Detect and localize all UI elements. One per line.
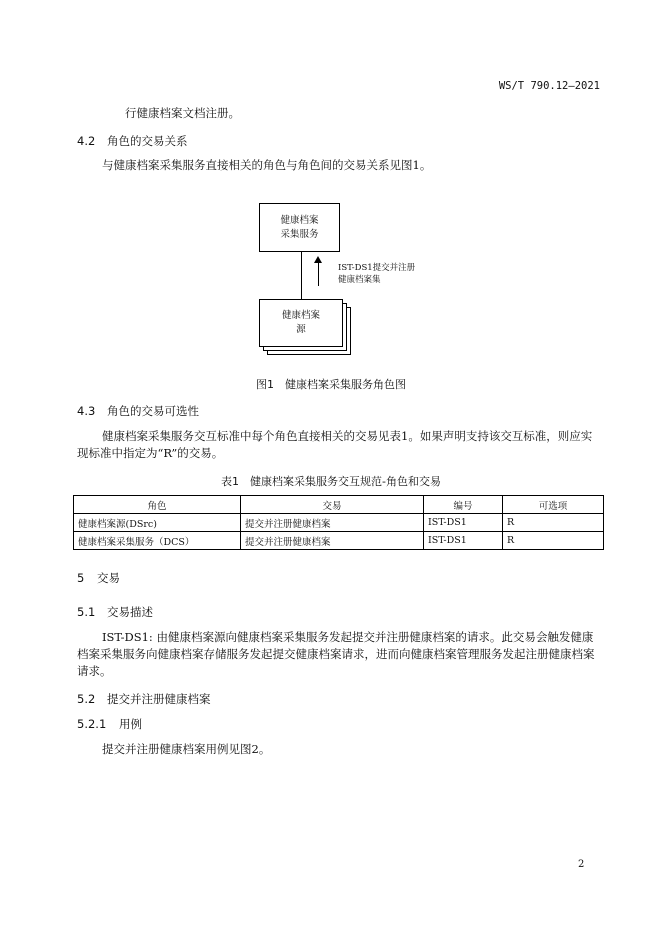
section-5-2-1-heading	[77, 716, 142, 732]
source-box	[259, 299, 343, 347]
cell-role: 健康档案源(DSrc)	[74, 514, 241, 532]
section-4-3-heading	[77, 403, 199, 419]
header-transaction: 交易	[241, 496, 424, 514]
arrow-shaft	[318, 262, 319, 286]
document-id: WS/T 790.12—2021	[498, 80, 600, 92]
cell-transaction: 提交并注册健康档案	[241, 514, 424, 532]
cell-optionality: R	[503, 514, 604, 532]
cell-id: IST-DS1	[424, 514, 503, 532]
section-5-2-title: 提交并注册健康档案	[107, 692, 211, 706]
collection-service-box	[259, 203, 340, 252]
section-5-2-1-title: 用例	[119, 717, 142, 731]
section-4-2-heading	[77, 133, 188, 149]
section-5-1-heading	[77, 604, 153, 620]
section-5-heading	[77, 570, 120, 586]
section-4-3-title: 角色的交易可选性	[107, 404, 199, 418]
source-label-2: 源	[296, 324, 306, 335]
figure-1-caption: 图1 健康档案采集服务角色图	[256, 378, 406, 391]
section-4-2-title: 角色的交易关系	[107, 134, 188, 148]
header-role: 角色	[74, 496, 241, 514]
section-5-1-title: 交易描述	[107, 605, 153, 619]
transaction-table	[73, 495, 604, 550]
collection-service-label-2: 采集服务	[280, 228, 319, 240]
intro-line: 行健康档案文档注册。	[125, 106, 240, 120]
header-id: 编号	[424, 496, 503, 514]
connector-line	[301, 251, 302, 299]
collection-service-label-1: 健康档案	[280, 214, 319, 226]
table-1-caption: 表1 健康档案采集服务交互规范-角色和交易	[221, 475, 441, 488]
section-4-2-number: 4.2	[77, 134, 96, 148]
table-row	[74, 532, 604, 550]
section-5-title: 交易	[97, 571, 120, 585]
transaction-label-line-1: IST-DS1提交并注册	[338, 263, 416, 273]
cell-id: IST-DS1	[424, 532, 503, 550]
section-5-2-1-body: 提交并注册健康档案用例见图2。	[102, 742, 271, 756]
section-5-1-body-line-2: 档案采集服务向健康档案存储服务发起提交健康档案请求，进而向健康档案管理服务发起注册健康档案	[77, 647, 595, 661]
section-4-2-body: 与健康档案采集服务直接相关的角色与角色间的交易关系见图1。	[102, 158, 432, 172]
section-4-3-body-line-2: 现标准中指定为“R”的交易。	[77, 446, 224, 460]
source-label-1: 健康档案	[281, 310, 320, 321]
section-5-2-heading	[77, 691, 211, 707]
cell-optionality: R	[503, 532, 604, 550]
section-5-2-number: 5.2	[77, 692, 96, 706]
section-5-1-body-line-3: 请求。	[77, 664, 112, 678]
section-5-1-number: 5.1	[77, 605, 96, 619]
header-optionality: 可选项	[503, 496, 604, 514]
section-4-3-number: 4.3	[77, 404, 96, 418]
cell-role: 健康档案采集服务（DCS）	[74, 532, 241, 550]
table-row	[74, 514, 604, 532]
cell-transaction: 提交并注册健康档案	[241, 532, 424, 550]
section-5-number: 5	[77, 571, 85, 585]
page-number: 2	[578, 859, 585, 870]
section-4-3-body-line-1: 健康档案采集服务交互标准中每个角色直接相关的交易见表1。如果声明支持该交互标准，则应实	[102, 429, 593, 443]
transaction-label	[338, 262, 415, 286]
section-5-2-1-number: 5.2.1	[77, 717, 107, 731]
section-5-1-body-line-1: IST-DS1: 由健康档案源向健康档案采集服务发起提交并注册健康档案的请求。此交易会触发健康	[102, 630, 594, 644]
transaction-label-line-2: 健康档案集	[338, 275, 381, 285]
table-header-row	[74, 496, 604, 514]
